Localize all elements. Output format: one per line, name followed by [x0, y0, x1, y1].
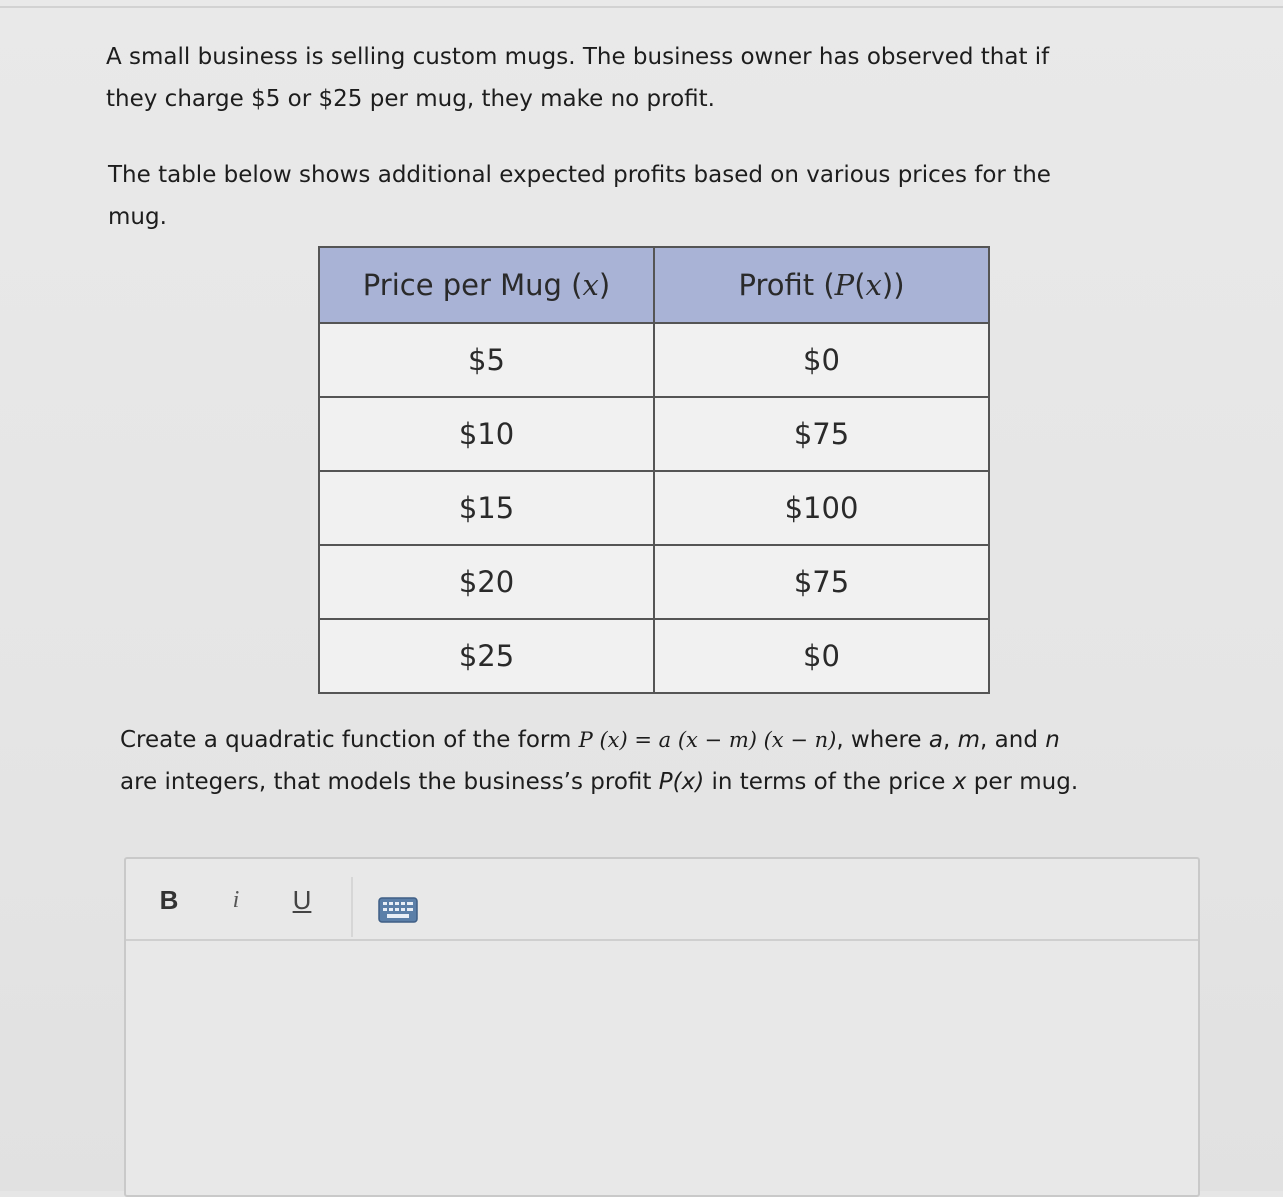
keyboard-icon[interactable] [378, 897, 418, 923]
profit-cell: $0 [654, 619, 989, 693]
italic-button[interactable]: i [232, 887, 240, 913]
task-prompt [120, 719, 1230, 803]
task-text: , [943, 727, 958, 753]
table-row [319, 619, 989, 693]
header-profit-var2: x [865, 268, 882, 302]
profit-cell: $0 [654, 323, 989, 397]
var-a: a [928, 727, 943, 753]
table-intro-line-2: mug. [108, 204, 167, 230]
profit-function: P(x) [658, 769, 705, 795]
answer-editor [124, 857, 1200, 1197]
task-text: per mug. [966, 769, 1079, 795]
task-line-2 [120, 761, 1230, 803]
var-x: x [952, 769, 967, 795]
intro-line-2: they charge $5 or $25 per mug, they make no profit. [106, 86, 715, 112]
toolbar-divider [351, 877, 353, 937]
top-divider [0, 6, 1283, 8]
task-text: are integers, that models the business’s profit [120, 769, 659, 795]
header-profit [654, 247, 989, 323]
table-row [319, 323, 989, 397]
header-profit-var: P [834, 268, 855, 302]
price-cell: $10 [319, 397, 654, 471]
table-row [319, 397, 989, 471]
task-text: in terms of the price [704, 769, 953, 795]
header-profit-text: Profit ( [738, 268, 835, 302]
editor-toolbar [126, 859, 1198, 941]
price-cell: $25 [319, 619, 654, 693]
table-header-row [319, 247, 989, 323]
answer-input-area[interactable] [126, 943, 1198, 1197]
profit-cell: $100 [654, 471, 989, 545]
var-n: n [1045, 727, 1060, 753]
task-line-1 [120, 719, 1230, 761]
profit-cell: $75 [654, 545, 989, 619]
header-profit-close: )) [881, 268, 905, 302]
header-profit-paren: ( [854, 268, 866, 302]
bold-button[interactable]: B [159, 885, 179, 915]
task-text: , and [980, 727, 1046, 753]
task-text: , where [836, 727, 929, 753]
price-cell: $15 [319, 471, 654, 545]
table-intro [108, 154, 1208, 238]
header-price-var: x [582, 268, 599, 302]
task-text: Create a quadratic function of the form [120, 727, 579, 753]
keyboard-icon-graphic [378, 897, 418, 923]
price-cell: $5 [319, 323, 654, 397]
table-row [319, 471, 989, 545]
header-price [319, 247, 654, 323]
profit-cell: $75 [654, 397, 989, 471]
table-intro-line-1: The table below shows additional expected profits based on various prices for the [108, 162, 1051, 188]
problem-intro [106, 36, 1206, 120]
header-price-text: Price per Mug ( [362, 268, 583, 302]
intro-line-1: A small business is selling custom mugs. The business owner has observed that if [106, 44, 1050, 70]
quadratic-formula: P (x) = a (x − m) (x − n) [578, 728, 837, 752]
underline-button[interactable]: U [292, 885, 312, 915]
price-cell: $20 [319, 545, 654, 619]
price-profit-table [318, 246, 990, 694]
header-price-close: ) [598, 268, 611, 302]
var-m: m [957, 727, 981, 753]
table-row [319, 545, 989, 619]
